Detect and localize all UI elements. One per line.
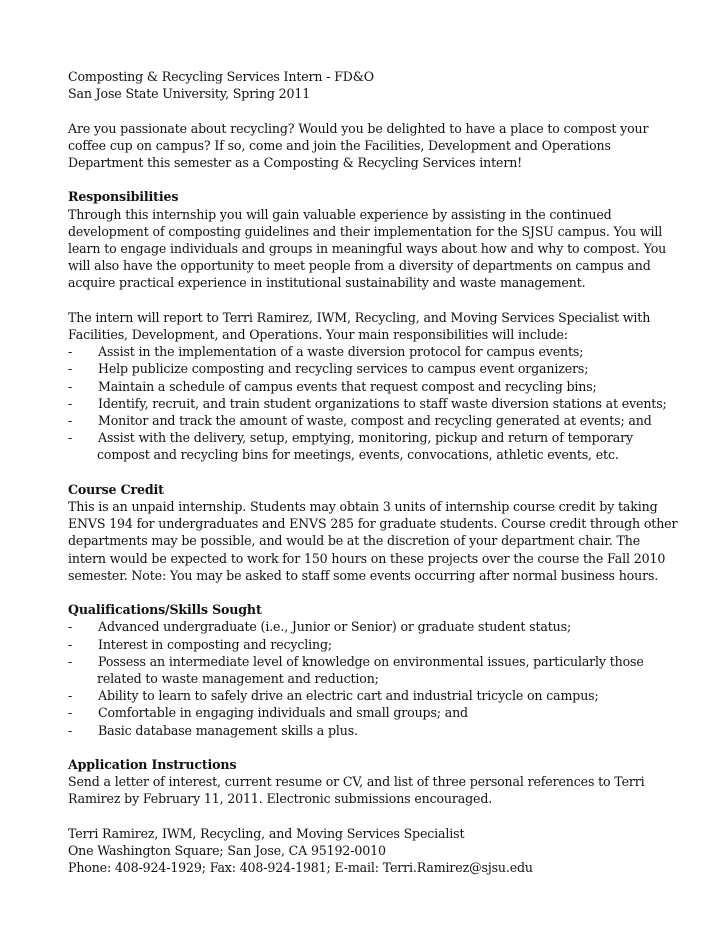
bullet-text: Maintain a schedule of campus events that request compost and recycling bins; (98, 378, 597, 394)
bullet-dash: - (68, 653, 73, 669)
bullet-continuation: compost and recycling bins for meetings, events, convocations, athletic events, etc. (97, 447, 619, 463)
bullet-dash: - (68, 344, 73, 360)
qualification-bullet (68, 636, 668, 653)
responsibilities-line: will also have the opportunity to meet people from a diversity of departments on campus and (68, 258, 651, 274)
responsibilities-line: Through this internship you will gain valuable experience by assisting in the continued (68, 206, 612, 222)
bullet-text: Identify, recruit, and train student organizations to staff waste diversion stations at events; (98, 395, 667, 411)
qualification-bullet (68, 653, 668, 670)
bullet-dash: - (68, 688, 73, 704)
report-line: The intern will report to Terri Ramirez, IWM, Recycling, and Moving Services Specialist with (68, 309, 651, 325)
course-credit-heading: Course Credit (68, 481, 164, 497)
application-line: Send a letter of interest, current resume or CV, and list of three personal references to Terri (68, 774, 645, 790)
report-line: Facilities, Development, and Operations. Your main responsibilities will include: (68, 327, 568, 342)
bullet-continuation: related to waste management and reduction; (97, 671, 379, 687)
responsibility-bullet (68, 360, 668, 377)
course-credit-line: departments may be possible, and would be at the discretion of your department chair. The (68, 533, 641, 549)
bullet-dash: - (68, 722, 73, 738)
responsibilities-line: acquire practical experience in institutional sustainability and waste management. (68, 275, 586, 291)
bullet-text: Help publicize composting and recycling services to campus event organizers; (98, 361, 589, 377)
bullet-text: Basic database management skills a plus. (98, 722, 358, 738)
bullet-dash: - (68, 378, 73, 394)
contact-phone-email: Phone: 408-924-1929; Fax: 408-924-1981; E-mail: Terri.Ramirez@sjsu.edu (68, 860, 533, 876)
course-credit-line: intern would be expected to work for 150 hours on these projects over the course the Fall 2010 (68, 550, 666, 566)
contact-name: Terri Ramirez, IWM, Recycling, and Moving Services Specialist (68, 825, 465, 841)
responsibility-bullet (68, 395, 668, 412)
responsibility-bullet (68, 412, 668, 429)
qualification-bullet (68, 687, 668, 704)
bullet-dash: - (68, 395, 73, 411)
course-credit-line: semester. Note: You may be asked to staff some events occurring after normal business hours. (68, 567, 659, 583)
qualification-bullet (68, 618, 668, 635)
bullet-dash: - (68, 619, 73, 635)
responsibilities-line: development of composting guidelines and their implementation for the SJSU campus. You will (68, 223, 663, 239)
course-credit-line: ENVS 194 for undergraduates and ENVS 285 for graduate students. Course credit through other (68, 516, 678, 532)
bullet-dash: - (68, 413, 73, 429)
contact-address: One Washington Square; San Jose, CA 95192-0010 (68, 843, 386, 859)
bullet-text: Monitor and track the amount of waste, compost and recycling generated at events; and (98, 413, 652, 429)
intro-line: coffee cup on campus? If so, come and join the Facilities, Development and Operations (68, 137, 611, 153)
document-subtitle: San Jose State University, Spring 2011 (68, 86, 311, 102)
bullet-text: Assist in the implementation of a waste diversion protocol for campus events; (98, 344, 584, 360)
responsibility-bullet (68, 378, 668, 395)
bullet-dash: - (68, 705, 73, 721)
document-page (68, 68, 678, 876)
responsibility-bullet (68, 429, 668, 446)
course-credit-line: This is an unpaid internship. Students may obtain 3 units of internship course credit by taking (68, 499, 658, 515)
responsibilities-heading: Responsibilities (68, 189, 179, 205)
qualifications-heading: Qualifications/Skills Sought (68, 602, 262, 618)
intro-line: Department this semester as a Composting & Recycling Services intern! (68, 155, 523, 170)
qualification-bullet (68, 704, 668, 721)
application-heading: Application Instructions (68, 757, 237, 773)
responsibilities-line: learn to engage individuals and groups in meaningful ways about how and why to compost. You (68, 241, 667, 256)
qualification-bullet (68, 722, 668, 739)
bullet-text: Assist with the delivery, setup, emptying, monitoring, pickup and return of temporary (98, 430, 633, 446)
responsibility-bullet (68, 343, 668, 360)
bullet-text: Ability to learn to safely drive an electric cart and industrial tricycle on campus; (98, 688, 599, 704)
application-line: Ramirez by February 11, 2011. Electronic submissions encouraged. (68, 791, 493, 807)
bullet-text: Interest in composting and recycling; (98, 636, 332, 652)
bullet-text: Possess an intermediate level of knowledge on environmental issues, particularly those (98, 653, 644, 669)
intro-line: Are you passionate about recycling? Would you be delighted to have a place to compost your (68, 120, 649, 136)
bullet-dash: - (68, 430, 73, 446)
bullet-dash: - (68, 361, 73, 377)
document-title: Composting & Recycling Services Intern - FD&O (68, 69, 374, 84)
bullet-text: Comfortable in engaging individuals and small groups; and (98, 705, 468, 721)
bullet-dash: - (68, 636, 73, 652)
bullet-text: Advanced undergraduate (i.e., Junior or Senior) or graduate student status; (98, 619, 572, 635)
